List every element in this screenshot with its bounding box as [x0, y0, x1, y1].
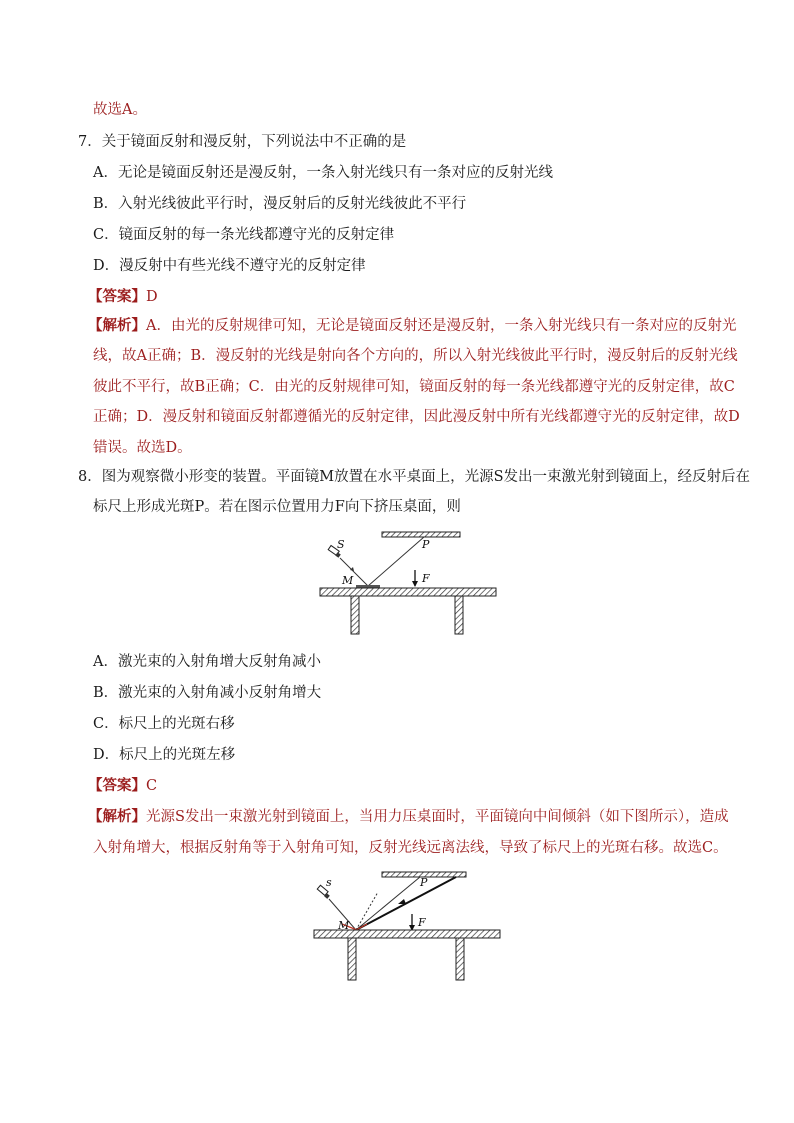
label-force: F [422, 572, 430, 585]
q7-stem: 7．关于镜面反射和漫反射，下列说法中不正确的是 [78, 134, 407, 150]
table-leg-left [351, 596, 359, 634]
q8-option-a: A．激光束的入射角增大反射角减小 [93, 654, 321, 670]
q8-answer-tag: 【答案】 [88, 777, 146, 794]
q7-option-a: A．无论是镜面反射还是漫反射，一条入射光线只有一条对应的反射光线 [93, 165, 553, 181]
q8-option-b: B．激光束的入射角减小反射角增大 [93, 685, 322, 701]
q8-option-d: D．标尺上的光斑左移 [93, 747, 236, 763]
q7-option-d: D．漫反射中有些光线不遵守光的反射定律 [93, 258, 366, 274]
q8-analysis-text-1: 光源S发出一束激光射到镜面上，当用力压桌面时，平面镜向中间倾斜（如下图所示），造成 [146, 809, 729, 825]
q8-analysis-line-2: 入射角增大，根据反射角等于入射角可知，反射光线远离法线，导致了标尺上的光斑右移。故选C。 [93, 840, 728, 856]
label-mirror-2: M [338, 919, 350, 932]
q8-figure-analysis [312, 870, 502, 982]
table-leg-right-2 [456, 938, 464, 980]
ruler-scale [382, 532, 460, 537]
q8-answer [88, 776, 157, 796]
table-leg-right [455, 596, 463, 634]
label-spot: P [422, 538, 430, 551]
q7-analysis-tag: 【解析】 [88, 317, 146, 334]
label-source-2: s [326, 876, 332, 889]
q7-option-b: B．入射光线彼此平行时，漫反射后的反射光线彼此不平行 [93, 196, 467, 212]
label-mirror: M [342, 574, 354, 587]
q7-answer [88, 287, 158, 307]
q8-option-c: C．标尺上的光斑右移 [93, 716, 235, 732]
q8-figure-apparatus [318, 530, 498, 636]
label-spot-2: P [420, 876, 428, 889]
q8-analysis-line-1 [88, 807, 729, 827]
table-top [320, 588, 496, 596]
q7-analysis-line-3: 彼此不平行，故B正确；C．由光的反射规律可知，镜面反射的每一条光线都遵守光的反射定律，故C [93, 379, 735, 395]
q7-analysis-line-4: 正确；D．漫反射和镜面反射都遵循光的反射定律，因此漫反射中所有光线都遵守光的反射定律，故D [93, 409, 740, 425]
label-source: S [337, 538, 345, 551]
q8-stem-line-1: 8．图为观察微小形变的装置。平面镜M放置在水平桌面上，光源S发出一束激光射到镜面上，经反射后在 [78, 469, 751, 485]
new-reflected-ray [356, 877, 456, 930]
q7-answer-tag: 【答案】 [88, 288, 146, 305]
q7-analysis-line-5: 错误。故选D。 [93, 440, 192, 456]
q8-stem-line-2: 标尺上形成光斑P。若在图示位置用力F向下挤压桌面，则 [93, 499, 461, 515]
q7-analysis-line-2: 线，故A正确；B．漫反射的光线是射向各个方向的，所以入射光线彼此平行时，漫反射后的反射光线 [93, 348, 738, 364]
q8-analysis-tag: 【解析】 [88, 808, 146, 825]
original-reflected-ray [356, 877, 420, 930]
table-leg-left-2 [348, 938, 356, 980]
q7-answer-value: D [146, 289, 158, 305]
q7-analysis-line-1 [88, 316, 736, 336]
label-force-2: F [418, 916, 426, 929]
q8-answer-value: C [146, 778, 158, 794]
q7-analysis-text-1: A．由光的反射规律可知，无论是镜面反射还是漫反射，一条入射光线只有一条对应的反射光 [146, 318, 737, 334]
q7-option-c: C．镜面反射的每一条光线都遵守光的反射定律 [93, 227, 395, 243]
previous-conclusion: 故选A。 [93, 102, 147, 118]
